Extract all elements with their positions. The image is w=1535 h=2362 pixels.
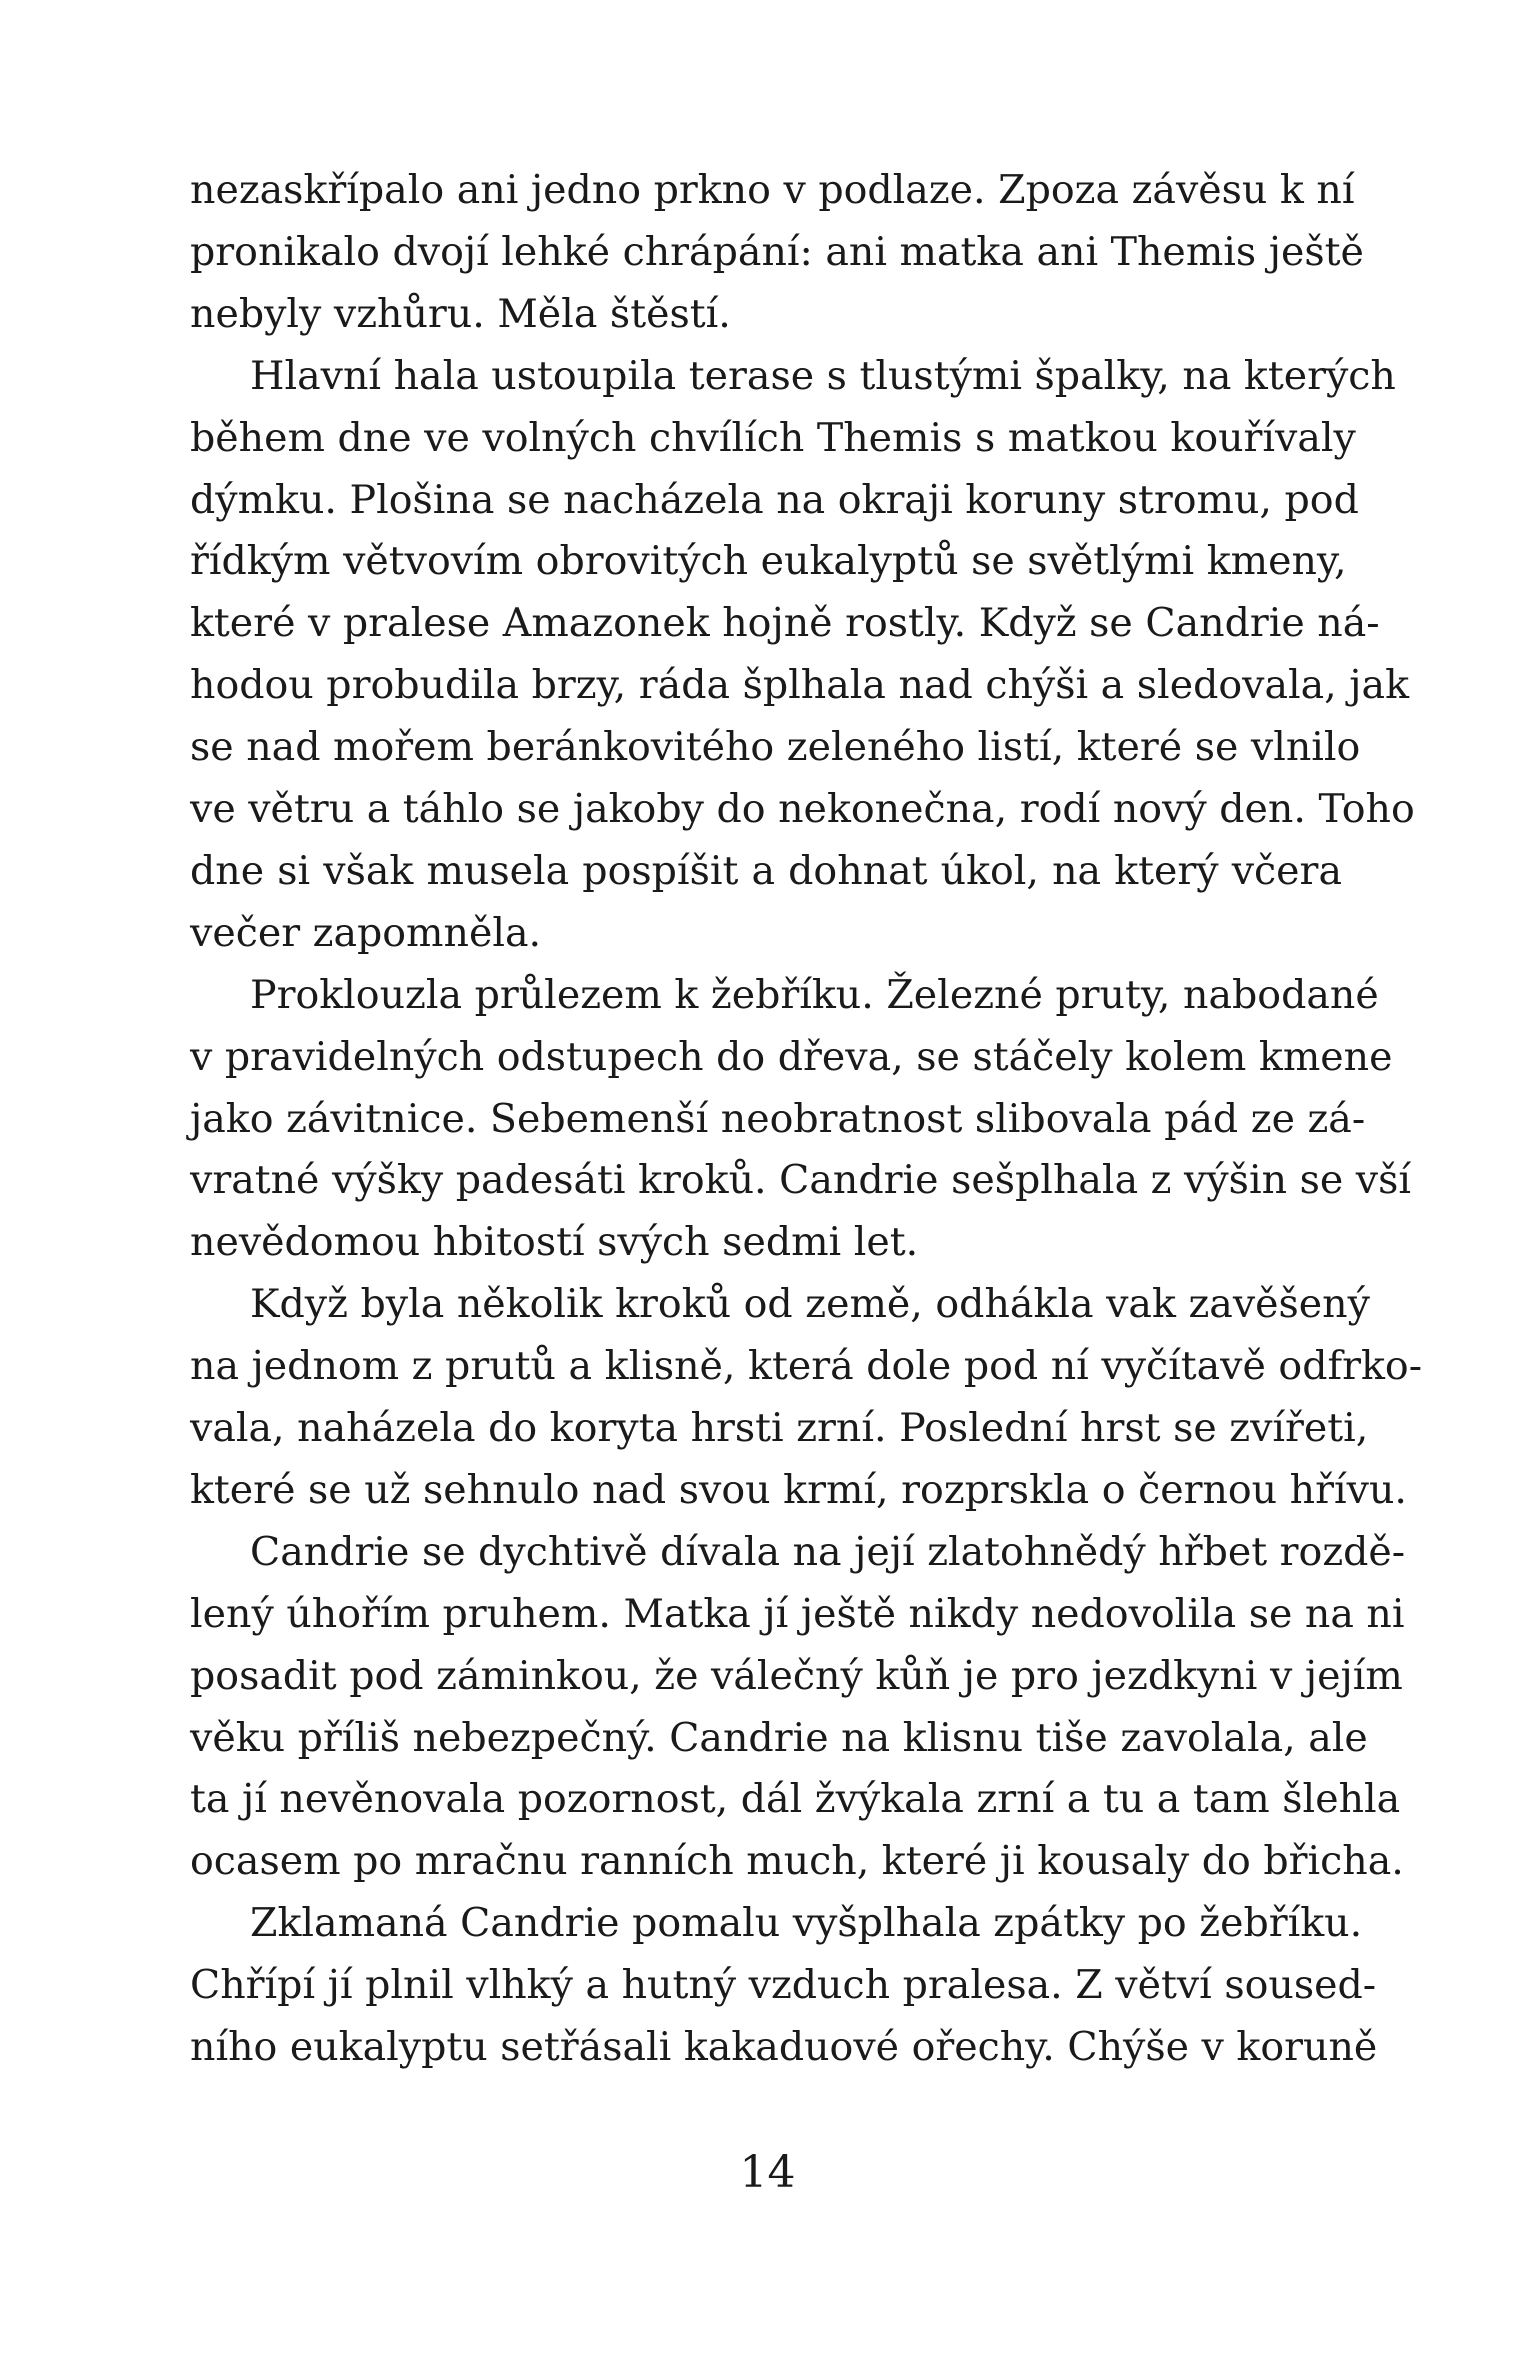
text-line: nebyly vzhůru. Měla štěstí. [190, 290, 731, 337]
text-line: Chřípí jí plnil vlhký a hutný vzduch pralesa. Z větví soused- [190, 1962, 1377, 2009]
text-line: které se už sehnulo nad svou krmí, rozprskla o černou hřívu. [190, 1466, 1407, 1513]
text-line: věku příliš nebezpečný. Candrie na klisnu tiše zavolala, ale [190, 1714, 1368, 1761]
text-line: hodou probudila brzy, ráda šplhala nad chýši a sledovala, jak [190, 662, 1410, 709]
text-line: dýmku. Plošina se nacházela na okraji koruny stromu, pod [190, 476, 1359, 523]
text-line: vala, naházela do koryta hrsti zrní. Poslední hrst se zvířeti, [190, 1405, 1369, 1451]
text-line: nezaskřípalo ani jedno prkno v podlaze. Zpoza závěsu k ní [190, 167, 1355, 213]
text-line: ta jí nevěnovala pozornost, dál žvýkala zrní a tu a tam šlehla [190, 1776, 1401, 1823]
text-line: ního eukalyptu setřásali kakaduové ořechy. Chýše v koruně [190, 2024, 1378, 2070]
text-line: Zklamaná Candrie pomalu vyšplhala zpátky po žebříku. [250, 1900, 1363, 1947]
text-line: na jednom z prutů a klisně, která dole pod ní vyčítavě odfrko- [190, 1343, 1423, 1390]
text-line: během dne ve volných chvílích Themis s matkou kouřívaly [190, 414, 1356, 461]
text-line: v pravidelných odstupech do dřeva, se stáčely kolem kmene [190, 1033, 1393, 1080]
text-line: Hlavní hala ustoupila terase s tlustými špalky, na kterých [250, 352, 1396, 399]
text-line: lený úhořím pruhem. Matka jí ještě nikdy nedovolila se na ni [190, 1590, 1405, 1637]
text-line: které v pralese Amazonek hojně rostly. Když se Candrie ná- [190, 600, 1380, 647]
text-line: posadit pod záminkou, že válečný kůň je pro jezdkyni v jejím [190, 1652, 1403, 1699]
text-line: nevědomou hbitostí svých sedmi let. [190, 1219, 919, 1266]
text-line: dne si však musela pospíšit a dohnat úkol, na který včera [190, 847, 1342, 894]
text-line: Když byla několik kroků od země, odhákla vak zavěšený [250, 1281, 1370, 1328]
text-line: pronikalo dvojí lehké chrápání: ani matka ani Themis ještě [190, 228, 1364, 275]
page-number: 14 [739, 2147, 796, 2198]
text-line: Candrie se dychtivě dívala na její zlatohnědý hřbet rozdě- [250, 1528, 1406, 1575]
text-line: ve větru a táhlo se jakoby do nekonečna, rodí nový den. Toho [190, 786, 1415, 832]
text-line: se nad mořem beránkovitého zeleného listí, které se vlnilo [190, 724, 1361, 771]
text-line: Proklouzla průlezem k žebříku. Železné pruty, nabodané [250, 971, 1379, 1018]
text-line: vratné výšky padesáti kroků. Candrie sešplhala z výšin se vší [190, 1157, 1411, 1204]
text-line: ocasem po mračnu ranních much, které ji kousaly do břicha. [190, 1838, 1404, 1885]
text-line: večer zapomněla. [190, 909, 542, 956]
text-line: řídkým větvovím obrovitých eukalyptů se světlými kmeny, [190, 538, 1347, 585]
text-line: jako závitnice. Sebemenší neobratnost slibovala pád ze zá- [190, 1095, 1366, 1142]
